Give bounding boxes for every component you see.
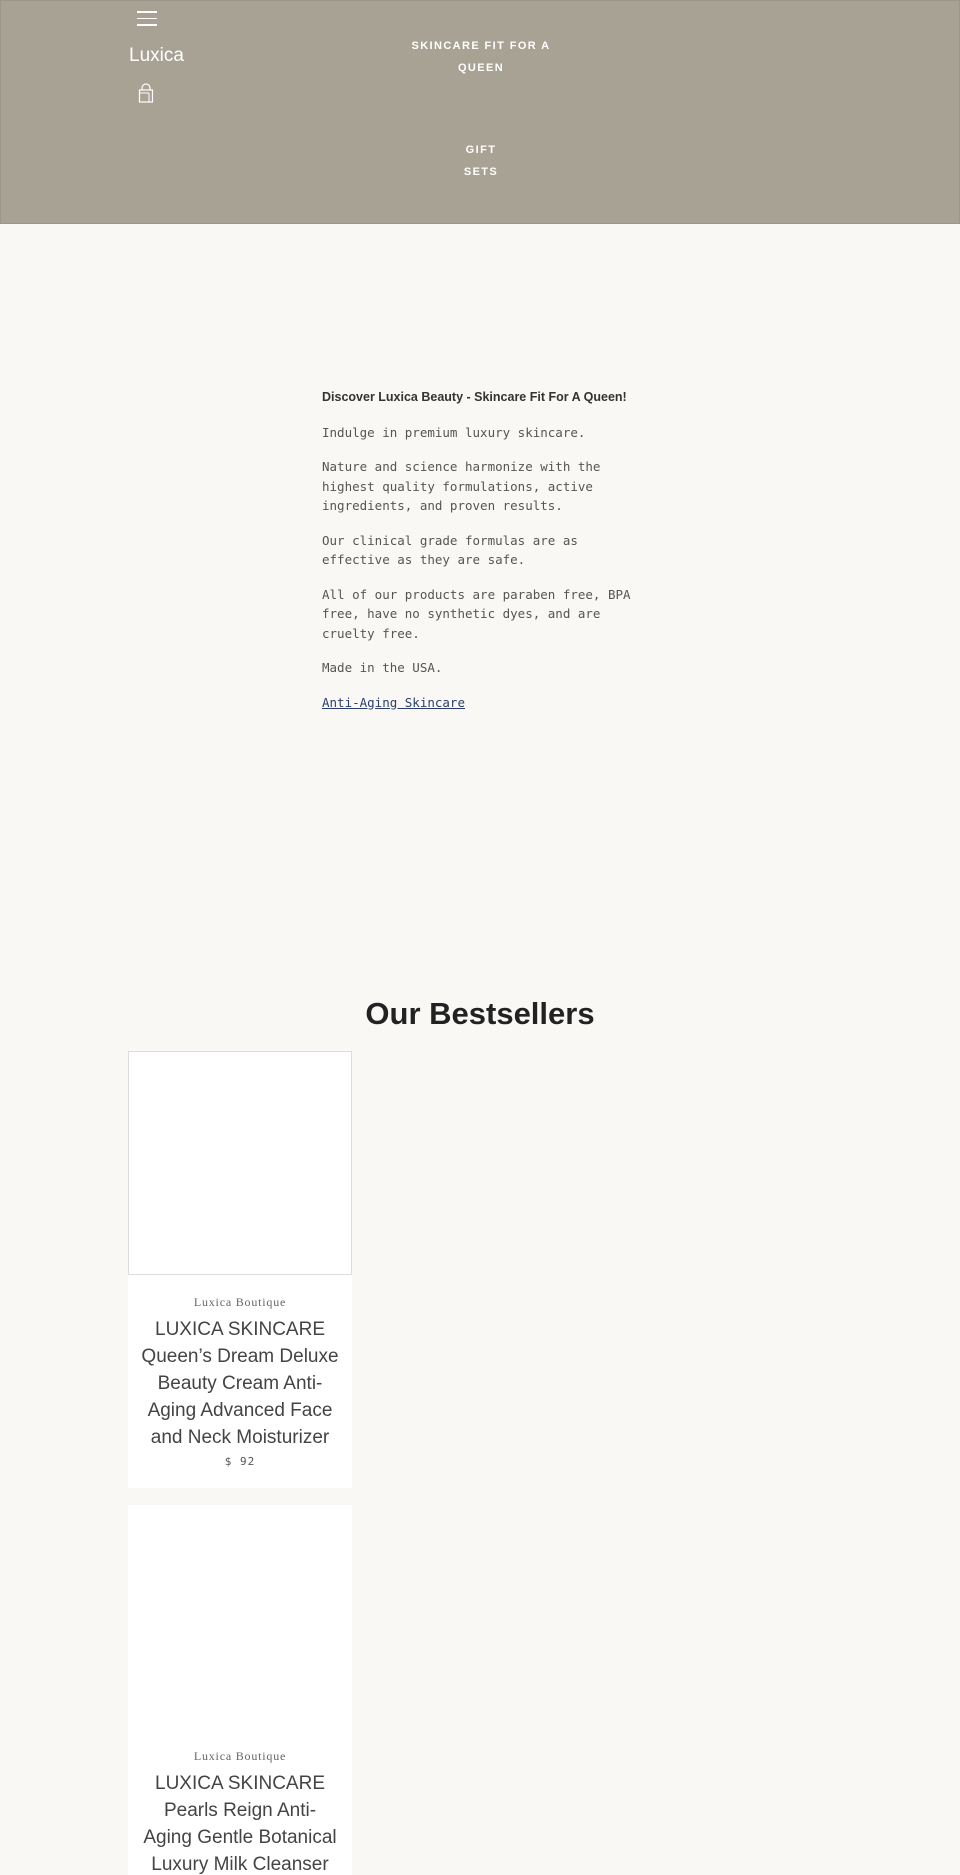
about-paragraph: Made in the USA. <box>322 660 443 675</box>
about-paragraph: Nature and science harmonize with the highest quality formulations, active ingredients, and proven results. <box>322 459 601 513</box>
nav-skincare-fit-for-a-queen[interactable] <box>391 35 571 79</box>
menu-icon[interactable] <box>137 11 157 27</box>
anti-aging-skincare-link[interactable]: Anti-Aging Skincare <box>322 694 465 710</box>
about-section <box>322 388 644 727</box>
product-vendor: Luxica Boutique <box>193 1295 287 1309</box>
product-image[interactable] <box>128 1051 352 1275</box>
cart-icon[interactable] <box>138 83 154 103</box>
bestsellers-title: Our Bestsellers <box>365 996 595 1031</box>
nav-label-line: SETS <box>463 166 499 178</box>
nav-label-line: QUEEN <box>457 62 505 74</box>
product-image[interactable] <box>128 1505 352 1729</box>
nav-label-line: SKINCARE FIT FOR A <box>411 40 551 52</box>
about-paragraph: Indulge in premium luxury skincare. <box>322 424 586 440</box>
about-paragraph: All of our products are paraben free, BPA free, have no synthetic dyes, and are cruelty free. <box>322 586 631 641</box>
about-headline: Discover Luxica Beauty - Skincare Fit For A Queen! <box>322 390 627 404</box>
nav-gift-sets[interactable] <box>391 139 571 183</box>
product-vendor: Luxica Boutique <box>193 1749 287 1763</box>
site-header <box>0 0 960 224</box>
product-card[interactable] <box>128 1051 352 1488</box>
product-title[interactable]: LUXICA SKINCARE Pearls Reign Anti-Aging Gentle Botanical Luxury Milk Cleanser <box>143 1773 337 1875</box>
product-price: $ 92 <box>224 1455 256 1468</box>
product-card[interactable] <box>128 1505 352 1875</box>
about-paragraph: Our clinical grade formulas are as effective as they are safe. <box>322 532 578 567</box>
nav-label-line: GIFT <box>465 144 497 156</box>
site-logo[interactable]: Luxica <box>129 45 184 66</box>
product-title[interactable]: LUXICA SKINCARE Queen’s Dream Deluxe Beauty Cream Anti-Aging Advanced Face and Neck Moisturizer <box>141 1319 339 1448</box>
